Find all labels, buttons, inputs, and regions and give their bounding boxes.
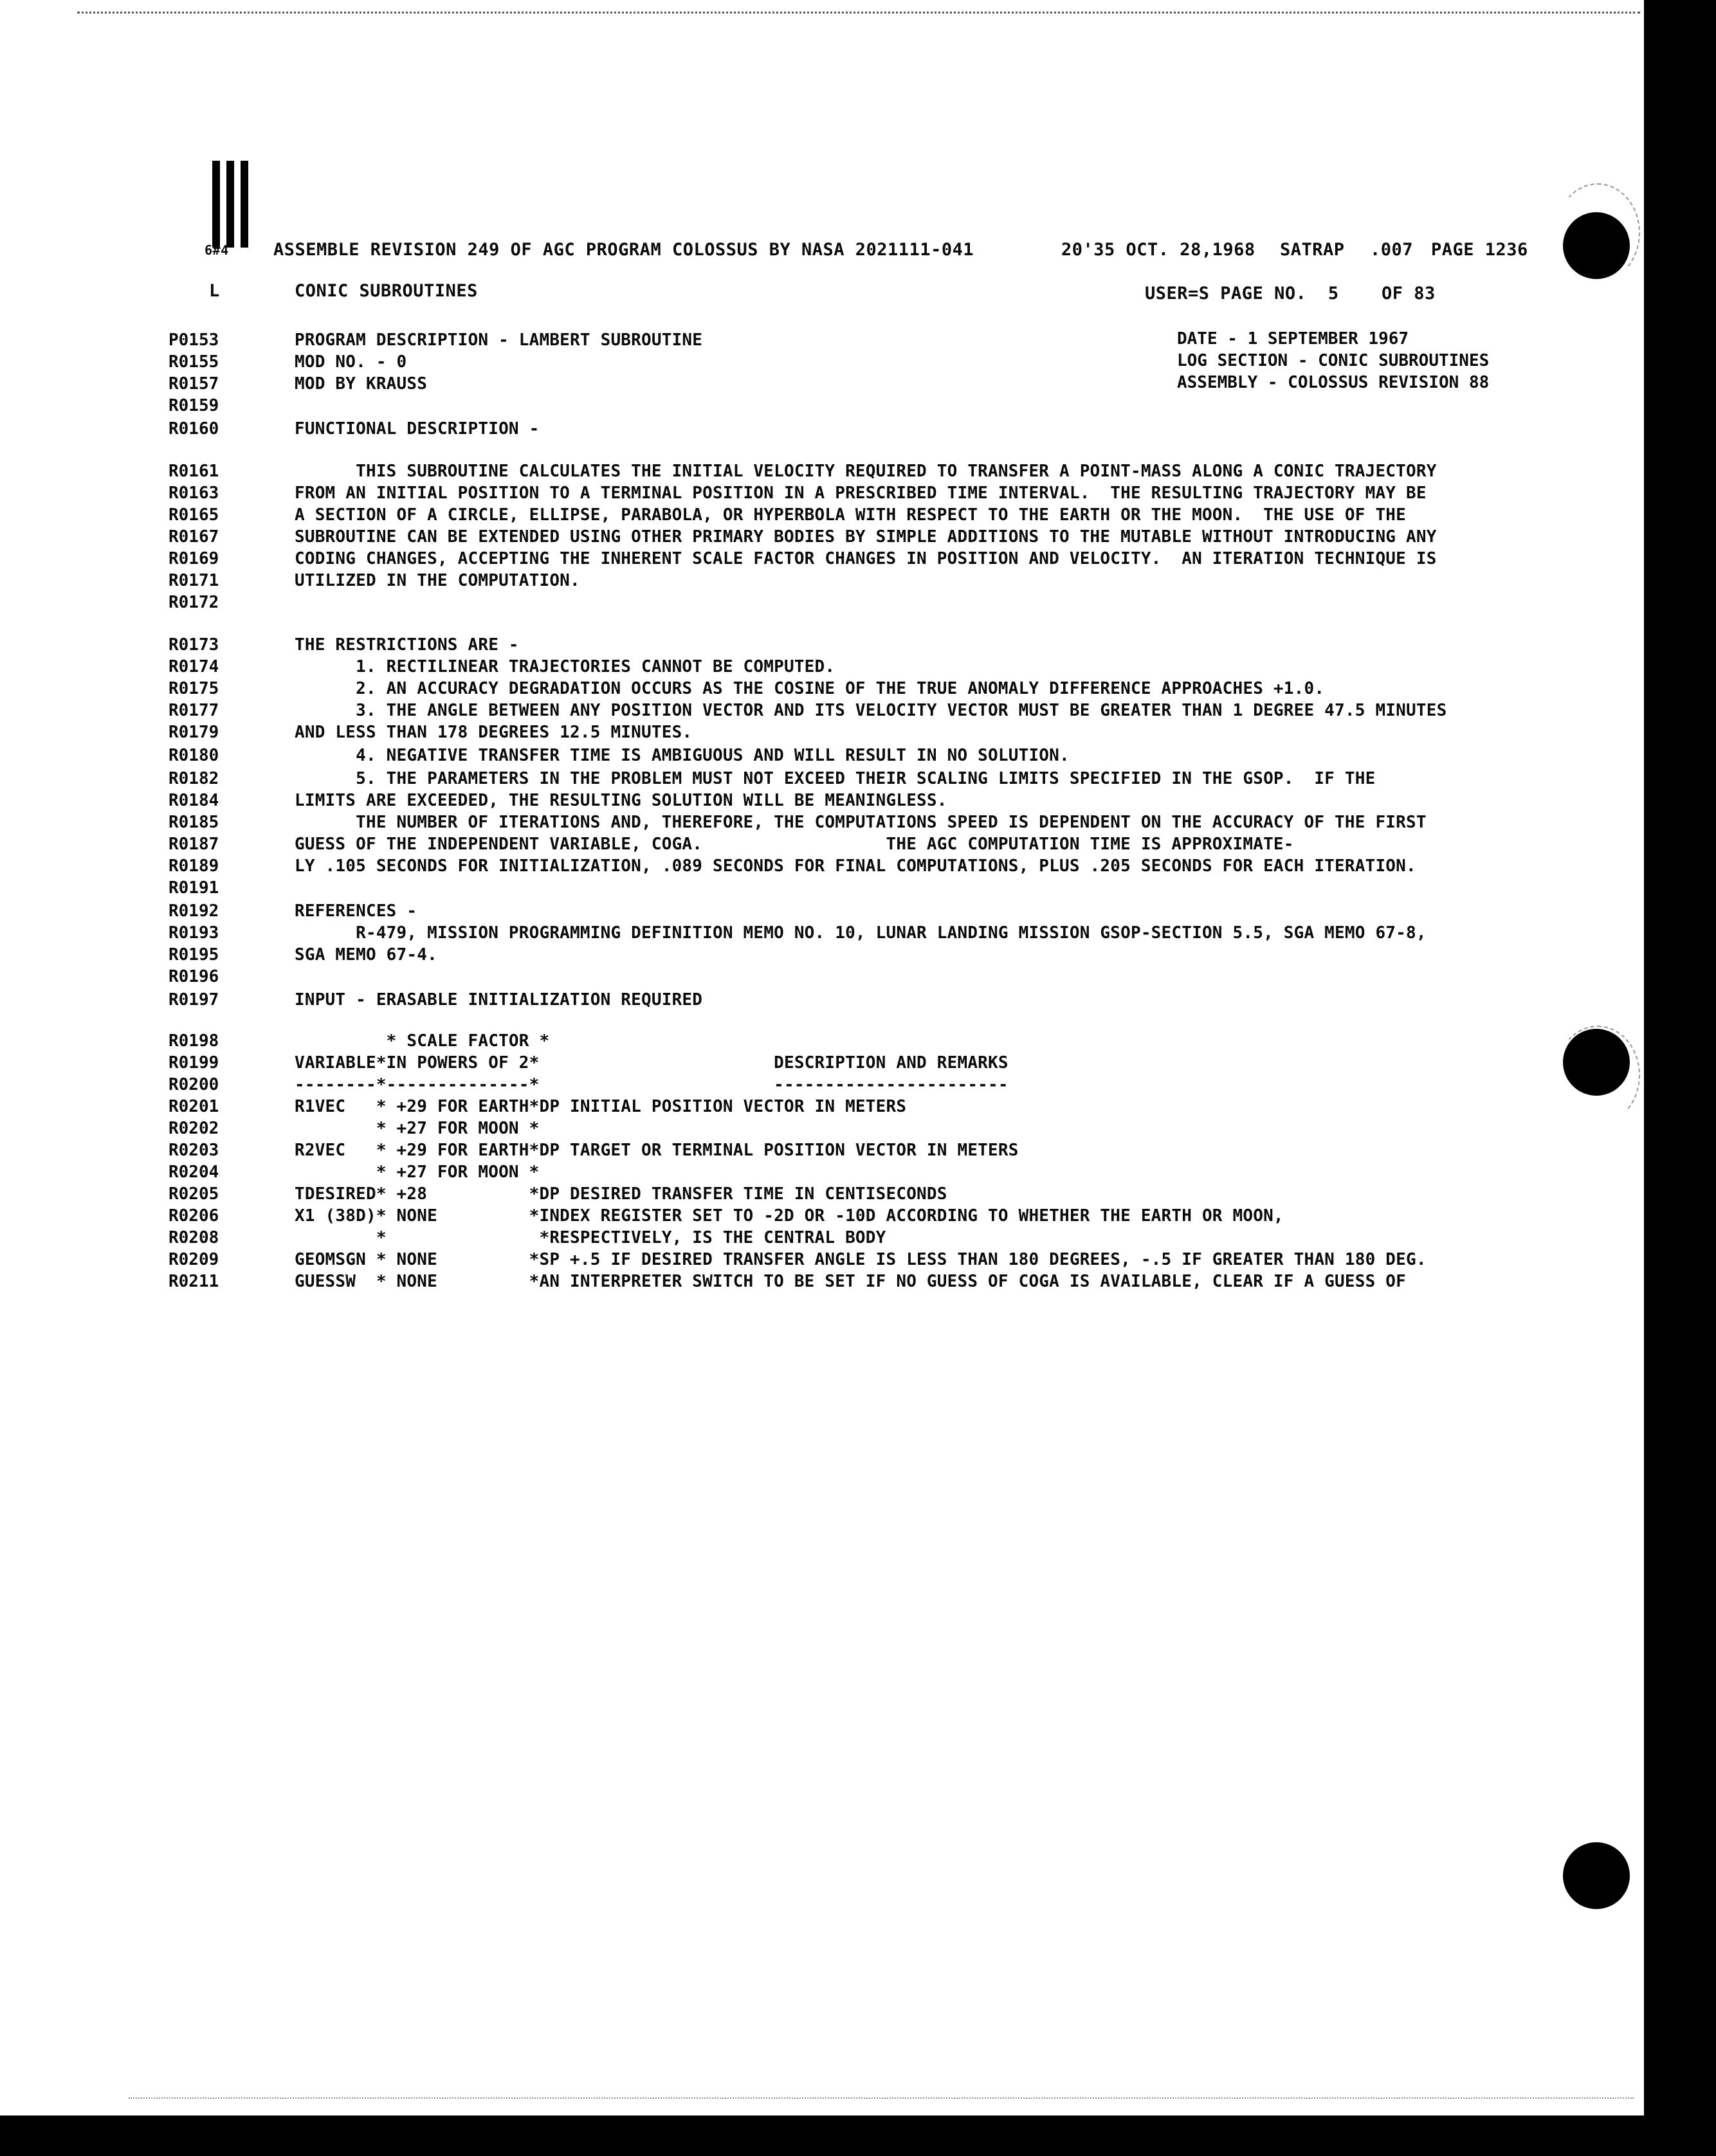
line-number: R0157 — [169, 374, 219, 394]
line-number: R0203 — [169, 1141, 219, 1160]
line-number: R0167 — [169, 527, 219, 547]
assembly-banner: ASSEMBLE REVISION 249 OF AGC PROGRAM COLOSSUS BY NASA 2021111-041 — [273, 240, 974, 260]
line-number: R0205 — [169, 1184, 219, 1204]
line-number: R0169 — [169, 549, 219, 568]
listing-line: 2. AN ACCURACY DEGRADATION OCCURS AS THE COSINE OF THE TRUE ANOMALY DIFFERENCE APPROACHES +1.0. — [295, 679, 1325, 698]
line-number: R0177 — [169, 701, 219, 720]
line-number: R0159 — [169, 396, 219, 415]
listing-line: INPUT - ERASABLE INITIALIZATION REQUIRED — [295, 990, 703, 1010]
listing-line: MOD BY KRAUSS — [295, 374, 428, 394]
listing-line: PROGRAM DESCRIPTION - LAMBERT SUBROUTINE — [295, 331, 703, 350]
line-number: R0180 — [169, 746, 219, 765]
line-number: R0201 — [169, 1097, 219, 1116]
meta-log-section: LOG SECTION - CONIC SUBROUTINES — [1177, 351, 1490, 370]
listing-line: SUBROUTINE CAN BE EXTENDED USING OTHER PRIMARY BODIES BY SIMPLE ADDITIONS TO THE MUTABLE WITHOUT INTRODUCING ANY — [295, 527, 1437, 547]
line-number: R0192 — [169, 901, 219, 921]
line-number: R0189 — [169, 856, 219, 876]
listing-line: AND LESS THAN 178 DEGREES 12.5 MINUTES. — [295, 723, 693, 742]
line-number: R0171 — [169, 571, 219, 590]
line-number: R0172 — [169, 593, 219, 612]
listing-line: * SCALE FACTOR * — [295, 1031, 550, 1051]
line-number: R0211 — [169, 1272, 219, 1291]
listing-line: THE RESTRICTIONS ARE - — [295, 635, 519, 655]
bottom-scan-edge — [129, 2097, 1634, 2099]
listing-line: 1. RECTILINEAR TRAJECTORIES CANNOT BE COMPUTED. — [295, 657, 835, 676]
right-scan-border — [1644, 0, 1716, 2156]
line-number: R0199 — [169, 1053, 219, 1073]
line-number: R0174 — [169, 657, 219, 676]
listing-line: A SECTION OF A CIRCLE, ELLIPSE, PARABOLA, OR HYPERBOLA WITH RESPECT TO THE EARTH OR THE MOON. THE USE OF THE — [295, 505, 1407, 525]
line-number: R0161 — [169, 462, 219, 481]
listing-line: 4. NEGATIVE TRANSFER TIME IS AMBIGUOUS AND WILL RESULT IN NO SOLUTION. — [295, 746, 1070, 765]
listing-line: CODING CHANGES, ACCEPTING THE INHERENT SCALE FACTOR CHANGES IN POSITION AND VELOCITY. AN ITERATION TECHNIQUE IS — [295, 549, 1437, 568]
line-number: R0204 — [169, 1163, 219, 1182]
listing-line: * +27 FOR MOON * — [295, 1119, 540, 1138]
line-number: R0185 — [169, 813, 219, 832]
line-number: R0202 — [169, 1119, 219, 1138]
listing-line: SGA MEMO 67-4. — [295, 945, 437, 965]
listing-line: UTILIZED IN THE COMPUTATION. — [295, 571, 580, 590]
log-label: L — [209, 281, 220, 301]
line-number: R0197 — [169, 990, 219, 1010]
line-number: R0198 — [169, 1031, 219, 1051]
line-number: R0206 — [169, 1206, 219, 1226]
line-number: R0165 — [169, 505, 219, 525]
bottom-scan-border — [0, 2115, 1716, 2156]
listing-line: THIS SUBROUTINE CALCULATES THE INITIAL VELOCITY REQUIRED TO TRANSFER A POINT-MASS ALONG A CONIC TRAJECTORY — [295, 462, 1437, 481]
listing-line: FROM AN INITIAL POSITION TO A TERMINAL POSITION IN A PRESCRIBED TIME INTERVAL. THE RESULTING TRAJECTORY MAY BE — [295, 484, 1427, 503]
page-mark: 6#4 — [205, 242, 229, 258]
line-number: R0196 — [169, 967, 219, 986]
line-number: R0193 — [169, 923, 219, 943]
listing-line: GUESSW * NONE *AN INTERPRETER SWITCH TO BE SET IF NO GUESS OF COGA IS AVAILABLE, CLEAR IF A GUESS OF — [295, 1272, 1407, 1291]
print-number: .007 — [1370, 240, 1414, 260]
print-user: SATRAP — [1280, 240, 1345, 260]
line-number: R0175 — [169, 679, 219, 698]
line-number: R0163 — [169, 484, 219, 503]
listing-line: --------*--------------* ----------------------- — [295, 1075, 1009, 1094]
listing-line: LIMITS ARE EXCEEDED, THE RESULTING SOLUTION WILL BE MEANINGLESS. — [295, 791, 947, 810]
listing-line: TDESIRED* +28 *DP DESIRED TRANSFER TIME IN CENTISECONDS — [295, 1184, 947, 1204]
listing-line: VARIABLE*IN POWERS OF 2* DESCRIPTION AND REMARKS — [295, 1053, 1009, 1073]
line-number: R0173 — [169, 635, 219, 655]
listing-line: 5. THE PARAMETERS IN THE PROBLEM MUST NOT EXCEED THEIR SCALING LIMITS SPECIFIED IN THE GSOP. IF THE — [295, 769, 1376, 788]
punch-hole-bottom — [1563, 1842, 1630, 1909]
line-number: R0160 — [169, 419, 219, 439]
printer-bars-mark — [212, 161, 250, 248]
listing-line: R1VEC * +29 FOR EARTH*DP INITIAL POSITION VECTOR IN METERS — [295, 1097, 907, 1116]
line-number: R0208 — [169, 1228, 219, 1247]
listing-line: * *RESPECTIVELY, IS THE CENTRAL BODY — [295, 1228, 886, 1247]
line-number: R0200 — [169, 1075, 219, 1094]
page-number: PAGE 1236 — [1431, 240, 1528, 260]
listing-line: R-479, MISSION PROGRAMMING DEFINITION MEMO NO. 10, LUNAR LANDING MISSION GSOP-SECTION 5.5, SGA MEMO 67-8, — [295, 923, 1427, 943]
listing-line: * +27 FOR MOON * — [295, 1163, 540, 1182]
meta-assembly: ASSEMBLY - COLOSSUS REVISION 88 — [1177, 373, 1490, 392]
line-number: R0195 — [169, 945, 219, 965]
listing-line: THE NUMBER OF ITERATIONS AND, THEREFORE, THE COMPUTATIONS SPEED IS DEPENDENT ON THE ACCURACY OF THE FIRST — [295, 813, 1427, 832]
line-number: R0179 — [169, 723, 219, 742]
section-title: CONIC SUBROUTINES — [295, 281, 478, 301]
line-number: R0182 — [169, 769, 219, 788]
line-number: R0187 — [169, 835, 219, 854]
listing-line: GUESS OF THE INDEPENDENT VARIABLE, COGA. THE AGC COMPUTATION TIME IS APPROXIMATE- — [295, 835, 1294, 854]
punch-hole-middle — [1563, 1029, 1630, 1096]
listing-line: LY .105 SECONDS FOR INITIALIZATION, .089 SECONDS FOR FINAL COMPUTATIONS, PLUS .205 SECONDS FOR EACH ITERATION. — [295, 856, 1416, 876]
listing-line: FUNCTIONAL DESCRIPTION - — [295, 419, 540, 439]
listing-line: R2VEC * +29 FOR EARTH*DP TARGET OR TERMINAL POSITION VECTOR IN METERS — [295, 1141, 1019, 1160]
line-number: R0209 — [169, 1250, 219, 1269]
listing-line: X1 (38D)* NONE *INDEX REGISTER SET TO -2D OR -10D ACCORDING TO WHETHER THE EARTH OR MOON, — [295, 1206, 1284, 1226]
punch-hole-top — [1563, 212, 1630, 279]
page-of-total: OF 83 — [1382, 284, 1436, 303]
top-scan-edge — [77, 12, 1640, 14]
line-number: P0153 — [169, 331, 219, 350]
user-page-number: USER=S PAGE NO. 5 — [1145, 284, 1339, 303]
listing-line: 3. THE ANGLE BETWEEN ANY POSITION VECTOR AND ITS VELOCITY VECTOR MUST BE GREATER THAN 1 DEGREE 47.5 MINUTES — [295, 701, 1447, 720]
listing-line: GEOMSGN * NONE *SP +.5 IF DESIRED TRANSFER ANGLE IS LESS THAN 180 DEGREES, -.5 IF GREATER THAN 180 DEG. — [295, 1250, 1427, 1269]
line-number: R0155 — [169, 352, 219, 372]
listing-line: REFERENCES - — [295, 901, 417, 921]
line-number: R0184 — [169, 791, 219, 810]
line-number: R0191 — [169, 878, 219, 898]
meta-date: DATE - 1 SEPTEMBER 1967 — [1177, 329, 1409, 349]
listing-line: MOD NO. - 0 — [295, 352, 407, 372]
print-datetime: 20'35 OCT. 28,1968 — [1061, 240, 1255, 260]
